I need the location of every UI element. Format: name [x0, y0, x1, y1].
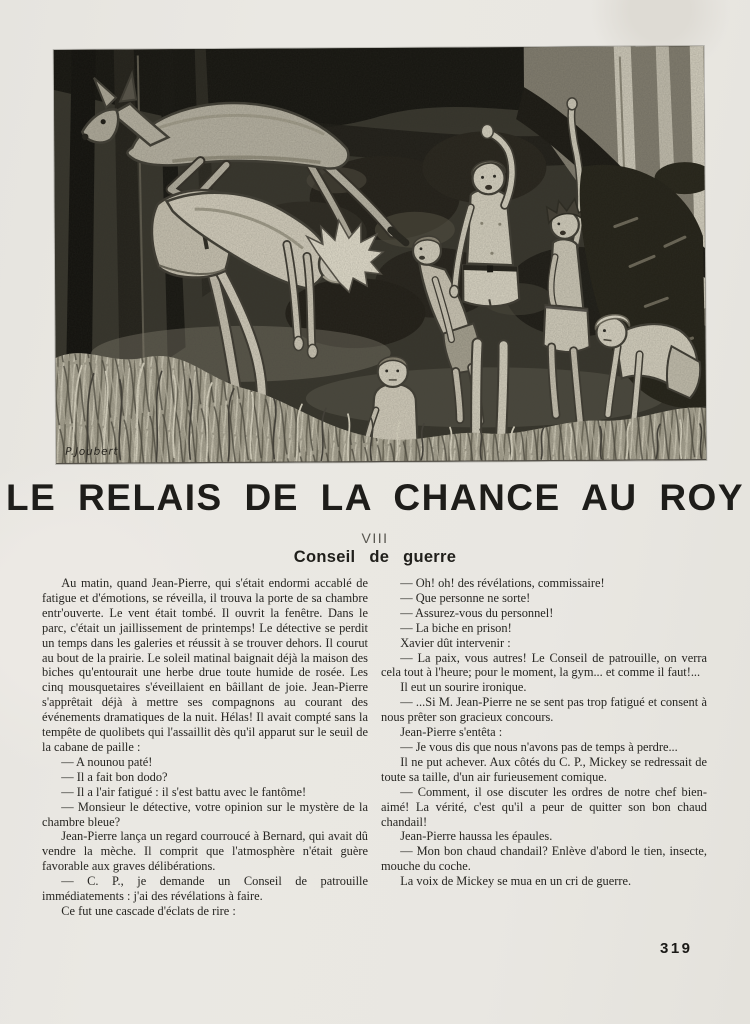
paragraph: — Monsieur le détective, votre opinion sur le mystère de la chambre bleue? [42, 799, 368, 829]
paragraph: Il eut un sourire ironique. [400, 680, 527, 695]
right-column [381, 576, 707, 919]
chapter-title: Conseil de guerre [293, 548, 457, 566]
paragraph: — Mon bon chaud chandail? Enlève d'abord le tien, insecte, mouche du coche. [381, 844, 707, 874]
paragraph: La voix de Mickey se mua en un cri de guerre. [400, 874, 632, 889]
paragraph: Jean-Pierre haussa les épaules. [400, 829, 553, 844]
scan-grain-overlay [54, 46, 707, 464]
paragraph: — La biche en prison! [400, 620, 512, 635]
paragraph: — Assurez-vous du personnel! [400, 605, 554, 620]
story-illustration [54, 46, 707, 464]
paragraph: — ...Si M. Jean-Pierre ne se sent pas trop fatigué et consent à nous prêter son gracieux concours. [381, 695, 707, 725]
paragraph: Jean-Pierre lança un regard courroucé à Bernard, qui avait dû vendre la mèche. Il comprit que l'atmosphère n'était guère favorable aux graves délibérations. [42, 829, 368, 874]
paragraph: — A nounou paté! [61, 754, 153, 769]
chapter-numeral: VIII [361, 530, 389, 546]
left-column [42, 576, 368, 919]
paragraph: — Je vous dis que nous n'avons pas de temps à perdre... [400, 739, 678, 754]
article-title: LE RELAIS DE LA CHANCE AU ROY [5, 477, 744, 518]
paragraph: — Il a fait bon dodo? [61, 769, 168, 784]
paragraph: Jean-Pierre s'entêta : [400, 725, 503, 740]
paragraph: — Que personne ne sorte! [400, 590, 531, 605]
paragraph: — Il a l'air fatigué : il s'est battu avec le fantôme! [61, 784, 307, 799]
paragraph: — La paix, vous autres! Le Conseil de patrouille, on verra cela tout à l'heure; pour le moment, la gym... et comme il faut!... [381, 650, 707, 680]
text-columns [42, 576, 708, 919]
paragraph: Xavier dût intervenir : [400, 635, 511, 650]
page-number: 319 [660, 940, 693, 957]
paragraph: Au matin, quand Jean-Pierre, qui s'était endormi accablé de fatigue et d'émotions, se réveilla, il trouva la porte de sa chambre entr'ouverte. Le vent était tombé. Il ouvrit la fenêtre. Dans le parc, c'était un jaillissement de printemps! Le détective se perdit un temps dans les galeries et réussit à se trouver dehors. Il courut au bout de la prairie. Le soleil matinal baignait déjà la maison des biches qu'entourait une herbe drue toute humide de rosée. Les cinq mousquetaires s'éveillaient en bâillant de joie. Jean-Pierre s'apprêtait déjà à mettre ses compagnons au courant des événements dramatiques de la nuit. Hélas! Il avait compté sans la tempête de quolibets qui l'assaillit dès qu'il apparut sur le seuil de la cabane de paille : [42, 576, 368, 754]
paragraph: — Oh! oh! des révélations, commissaire! [400, 576, 605, 590]
paragraph: — Comment, il ose discuter les ordres de notre chef bien-aimé! La vérité, c'est qu'il a peur de quitter son bon chaud chandail! [381, 784, 707, 829]
paragraph: Il ne put achever. Aux côtés du C. P., Mickey se redressait de toute sa taille, d'un air furieusement comique. [381, 754, 707, 784]
illustrator-signature: P.Joubert [65, 445, 119, 458]
paragraph: Ce fut une cascade d'éclats de rire : [61, 903, 236, 918]
illustration-drawing [54, 46, 707, 464]
paragraph: — C. P., je demande un Conseil de patrouille immédiatements : j'ai des révélations à faire. [42, 874, 368, 904]
